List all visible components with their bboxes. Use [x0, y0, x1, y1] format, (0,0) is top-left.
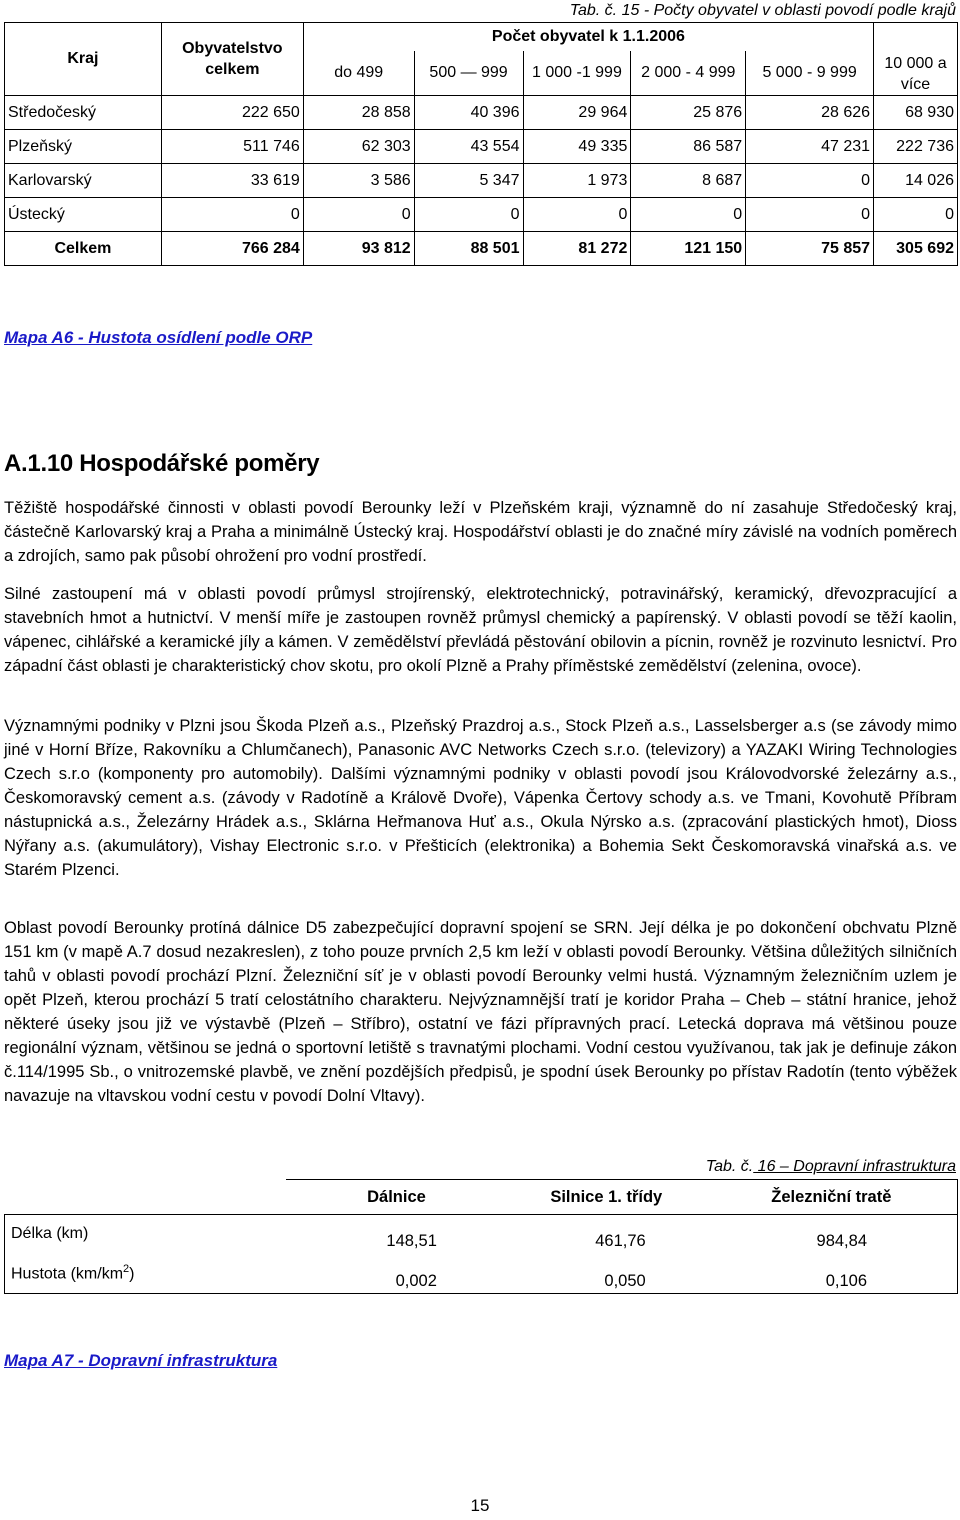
t16-row-label-text: Hustota (km/km [11, 1265, 124, 1283]
total-row-total: 766 284 [161, 232, 303, 266]
cell: 86 587 [631, 130, 746, 164]
t16-cell: 461,76 [507, 1215, 706, 1254]
section-heading: A.1.10 Hospodářské poměry [4, 450, 320, 477]
cell: 62 303 [303, 130, 414, 164]
header-group: Počet obyvatel k 1.1.2006 [303, 23, 873, 52]
header-empty-cell [874, 23, 958, 52]
col-header: 500 — 999 [414, 51, 523, 96]
cell: 0 [874, 198, 958, 232]
col-header: 1 000 -1 999 [523, 51, 631, 96]
table16-caption-prefix: Tab. č. [705, 1158, 754, 1175]
t16-row-label-density [5, 1253, 287, 1294]
cell: 1 973 [523, 164, 631, 198]
total-cell: 121 150 [631, 232, 746, 266]
cell: 0 [414, 198, 523, 232]
col-header: do 499 [334, 64, 384, 81]
row-name: Plzeňský [5, 130, 162, 164]
table16-caption [706, 1158, 956, 1176]
infrastructure-table [4, 1179, 958, 1294]
cell: 28 858 [303, 96, 414, 130]
row-total: 0 [161, 198, 303, 232]
cell: 29 964 [523, 96, 631, 130]
t16-cell: 984,84 [706, 1215, 958, 1254]
row-name: Ústecký [5, 198, 162, 232]
t16-col-header: Dálnice [286, 1180, 507, 1215]
col-header: 10 000 a více [874, 51, 958, 96]
cell: 49 335 [523, 130, 631, 164]
cell: 40 396 [414, 96, 523, 130]
t16-cell: 0,106 [706, 1253, 958, 1294]
cell: 0 [523, 198, 631, 232]
cell: 0 [631, 198, 746, 232]
total-cell: 81 272 [523, 232, 631, 266]
cell: 47 231 [746, 130, 874, 164]
cell: 43 554 [414, 130, 523, 164]
cell: 14 026 [874, 164, 958, 198]
t16-cell: 148,51 [286, 1215, 507, 1254]
table15-caption [570, 2, 956, 20]
cell: 8 687 [631, 164, 746, 198]
cell: 28 626 [746, 96, 874, 130]
table16-caption-rest: 16 – Dopravní infrastruktura [753, 1158, 956, 1175]
t16-row-label: Délka (km) [5, 1215, 287, 1254]
row-total: 33 619 [161, 164, 303, 198]
map-a7-link[interactable]: Mapa A7 - Dopravní infrastruktura [4, 1351, 278, 1370]
t16-row-label-sup: 2 [123, 1262, 130, 1275]
t16-cell: 0,002 [286, 1253, 507, 1294]
row-name: Středočeský [5, 96, 162, 130]
total-cell: 75 857 [746, 232, 874, 266]
paragraph-3: Významnými podniky v Plzni jsou Škoda Plzeň a.s., Plzeňský Prazdroj a.s., Stock Plzeň a.s., Lasselsberger a.s (se závody mimo jiné v Horní Bříze, Rakovníku a Chlumčanech), Panasonic AVC Networks Czech s.r.o. (televizory) a YAZAKI Wiring Technologies Czech s.r.o (komponenty pro automobily). Dalšími významnými podniky v oblasti povodí jsou Královodvorské železárny a.s., Českomoravský cement a.s. (závody v Radotíně a Králově Dvoře), Vápenka Čertovy schody a.s. ve Tmani, Kovohutě Příbram nástupnická a.s., Železárny Hrádek a.s., Sklárna Heřmanova Huť a.s., Okula Nýrsko a.s. (zpracování plastických hmot), Dioss Nýřany a.s. (akumulátory), Vishay Electronic s.r.o. v Přešticích (elektronika) a Bohemia Sekt Českomoravská vinařská a.s. ve Starém Plzenci. [4, 717, 957, 879]
cell: 5 347 [414, 164, 523, 198]
col-header: 2 000 - 4 999 [631, 51, 746, 96]
cell: 68 930 [874, 96, 958, 130]
t16-cell: 0,050 [507, 1253, 706, 1294]
cell: 222 736 [874, 130, 958, 164]
t16-col-header: Silnice 1. třídy [507, 1180, 706, 1215]
table15-caption-prefix: Tab. č. 15 [569, 2, 640, 19]
population-table [4, 22, 958, 266]
cell: 3 586 [303, 164, 414, 198]
cell: 25 876 [631, 96, 746, 130]
row-total: 511 746 [161, 130, 303, 164]
cell: 0 [746, 198, 874, 232]
t16-col-header: Železniční tratě [706, 1180, 958, 1215]
paragraph-4: Oblast povodí Berounky protíná dálnice D5 zabezpečující dopravní spojení se SRN. Její délka je po dokončení obchvatu Plzně 151 km (v mapě A.7 dosud nezakreslen), z toho pouze prvních 2,5 km leží v oblasti povodí Berounky. Většina důležitých silničních tahů v oblasti povodí prochází Plzní. Železniční síť je v oblasti povodí Berounky velmi hustá. Významným železničním uzlem je opět Plzeň, kterou prochází 5 tratí celostátního charakteru. Nejvýznamnější tratí je koridor Praha – Cheb – státní hranice, jehož některé úseky jsou již ve výstavbě (Plzeň – Stříbro), ostatní ve fázi přípravných prací. Letecká doprava má většinou pouze regionální význam, většinou se jedná o sportovní letiště s travnatými plochami. Vodní cestou využívanou, tak jak je definuje zákon č.114/1995 Sb., o vnitrozemské plavbě, ve znění pozdějších předpisů, je spodní úsek Berounky po přístav Radotín (tento výběžek navazuje na vltavskou vodní cestu v povodí Dolní Vltavy). [4, 919, 957, 1105]
col-header: 5 000 - 9 999 [746, 51, 874, 96]
t16-row-label-end: ) [129, 1265, 135, 1283]
total-cell: 88 501 [414, 232, 523, 266]
header-obyvatelstvo: Obyvatelstvo celkem [161, 23, 303, 96]
paragraph-1: Těžiště hospodářské činnosti v oblasti povodí Berounky leží v Plzeňském kraji, významně do ní zasahuje Středočeský kraj, částečně Karlovarský kraj a Praha a minimálně Ústecký kraj. Hospodářství oblasti je do značné míry závislé na vodních poměrech a zdrojích, samo pak působí ohrožení pro vodní prostředí. [4, 499, 957, 565]
table15-caption-rest: - Počty obyvatel v oblasti povodí podle krajů [639, 2, 956, 19]
row-total: 222 650 [161, 96, 303, 130]
row-name: Karlovarský [5, 164, 162, 198]
total-row-name: Celkem [5, 232, 162, 266]
cell: 0 [303, 198, 414, 232]
total-cell: 93 812 [303, 232, 414, 266]
paragraph-2: Silné zastoupení má v oblasti povodí průmysl strojírenský, elektrotechnický, potravinářský, keramický, dřevozpracující a stavebních hmot a hutnictví. V menší míře je zastoupen rovněž průmysl chemický a papírenský. V oblasti povodí se těží kaolin, vápenec, cihlářské a keramické jíly a kámen. V zemědělství převládá pěstování obilovin a pícnin, rovněž je rozvinuto lesnictví. Pro západní část oblasti je charakteristický chov skotu, pro okolí Plzně a Prahy příměstské zemědělství (zelenina, ovoce). [4, 585, 957, 675]
t16-corner [5, 1180, 287, 1215]
header-kraj: Kraj [5, 23, 162, 96]
map-a6-link[interactable]: Mapa A6 - Hustota osídlení podle ORP [4, 328, 313, 347]
page-number: 15 [470, 1496, 490, 1515]
total-cell: 305 692 [874, 232, 958, 266]
cell: 0 [746, 164, 874, 198]
